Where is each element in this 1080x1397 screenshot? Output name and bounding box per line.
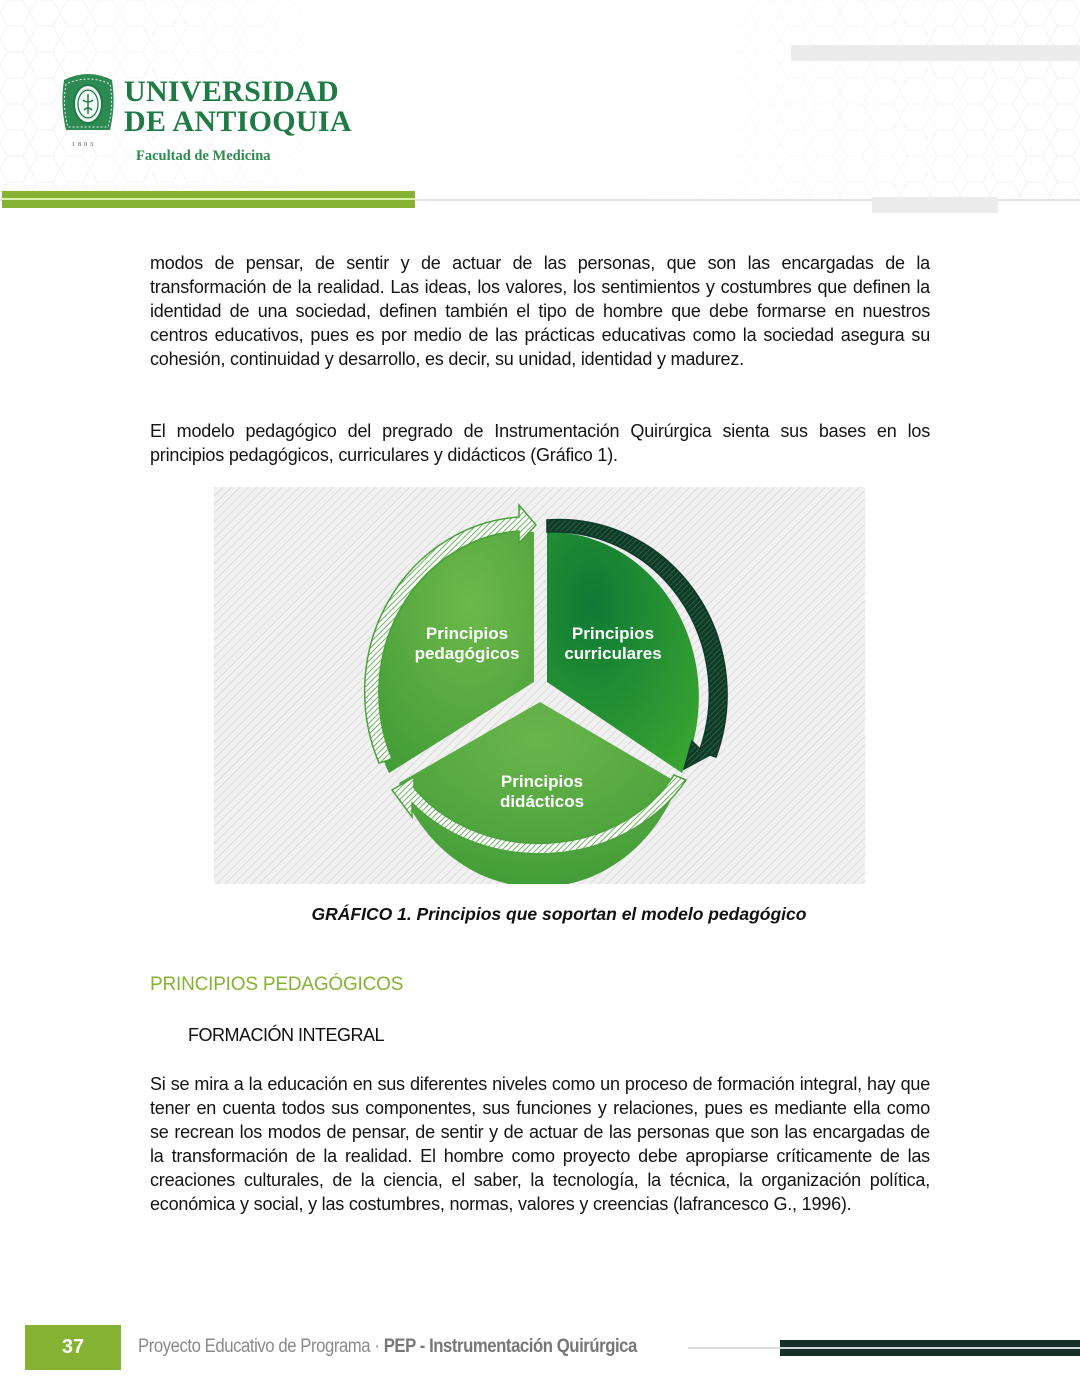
footer-title-prefix: Proyecto Educativo de Programa · bbox=[138, 1336, 384, 1357]
section-title: PRINCIPIOS PEDAGÓGICOS bbox=[150, 974, 404, 995]
university-logo bbox=[58, 70, 388, 170]
page-number: 37 bbox=[25, 1325, 121, 1370]
header-decor-tab bbox=[872, 197, 998, 213]
footer-dark-band bbox=[780, 1340, 1080, 1356]
label-didacticos: Principios didácticos bbox=[499, 772, 585, 811]
university-name-line1: UNIVERSIDAD bbox=[124, 75, 339, 108]
principles-cycle-diagram bbox=[214, 487, 865, 884]
header-green-band bbox=[2, 191, 415, 208]
body-paragraph-2: El modelo pedagógico del pregrado de Instrumentación Quirúrgica sienta sus bases en los principios pedagógicos, curriculares y didácticos (Gráfico 1). bbox=[150, 421, 930, 465]
body-paragraph-1: modos de pensar, de sentir y de actuar de las personas, que son las encargadas de la transformación de la realidad. Las ideas, los valores, los sentimientos y costumbres que definen la identidad de una sociedad, definen también el tipo de hombre que debe formarse en nuestros centros educativos, pues es por medio de las prácticas educativas como la sociedad asegura su cohesión, continuidad y desarrollo, es decir, su unidad, identidad y madurez. bbox=[150, 253, 930, 369]
seal-year: 1803 bbox=[72, 142, 96, 148]
footer-title-bold: PEP - Instrumentación Quirúrgica bbox=[383, 1336, 637, 1357]
body-paragraph-3: Si se mira a la educación en sus diferentes niveles como un proceso de formación integral, hay que tener en cuenta todos sus componentes, sus funciones y relaciones, pues es mediante ella como se recrean los modos de pensar, de sentir y de actuar de las personas que son las encargadas de la transformación de la realidad. El hombre como proyecto debe apropiarse críticamente de las creaciones culturales, de la ciencia, el saber, la tecnología, la técnica, la organización política, económica y social, y las costumbres, normas, valores y creencias (lafrancesco G., 1996). bbox=[150, 1074, 930, 1214]
figure-caption: GRÁFICO 1. Principios que soportan el modelo pedagógico bbox=[311, 904, 807, 924]
faculty-name: Facultad de Medicina bbox=[136, 148, 271, 164]
footer-divider bbox=[688, 1347, 788, 1349]
footer-title bbox=[138, 1336, 637, 1358]
university-seal-icon bbox=[58, 70, 118, 140]
header-decor-bar bbox=[791, 45, 1080, 61]
university-name-line2: DE ANTIOQUIA bbox=[124, 105, 352, 138]
subsection-title: FORMACIÓN INTEGRAL bbox=[188, 1025, 385, 1045]
label-pedagogicos: Principios pedagógicos bbox=[414, 624, 520, 663]
label-curriculares: Principios curriculares bbox=[564, 624, 662, 663]
